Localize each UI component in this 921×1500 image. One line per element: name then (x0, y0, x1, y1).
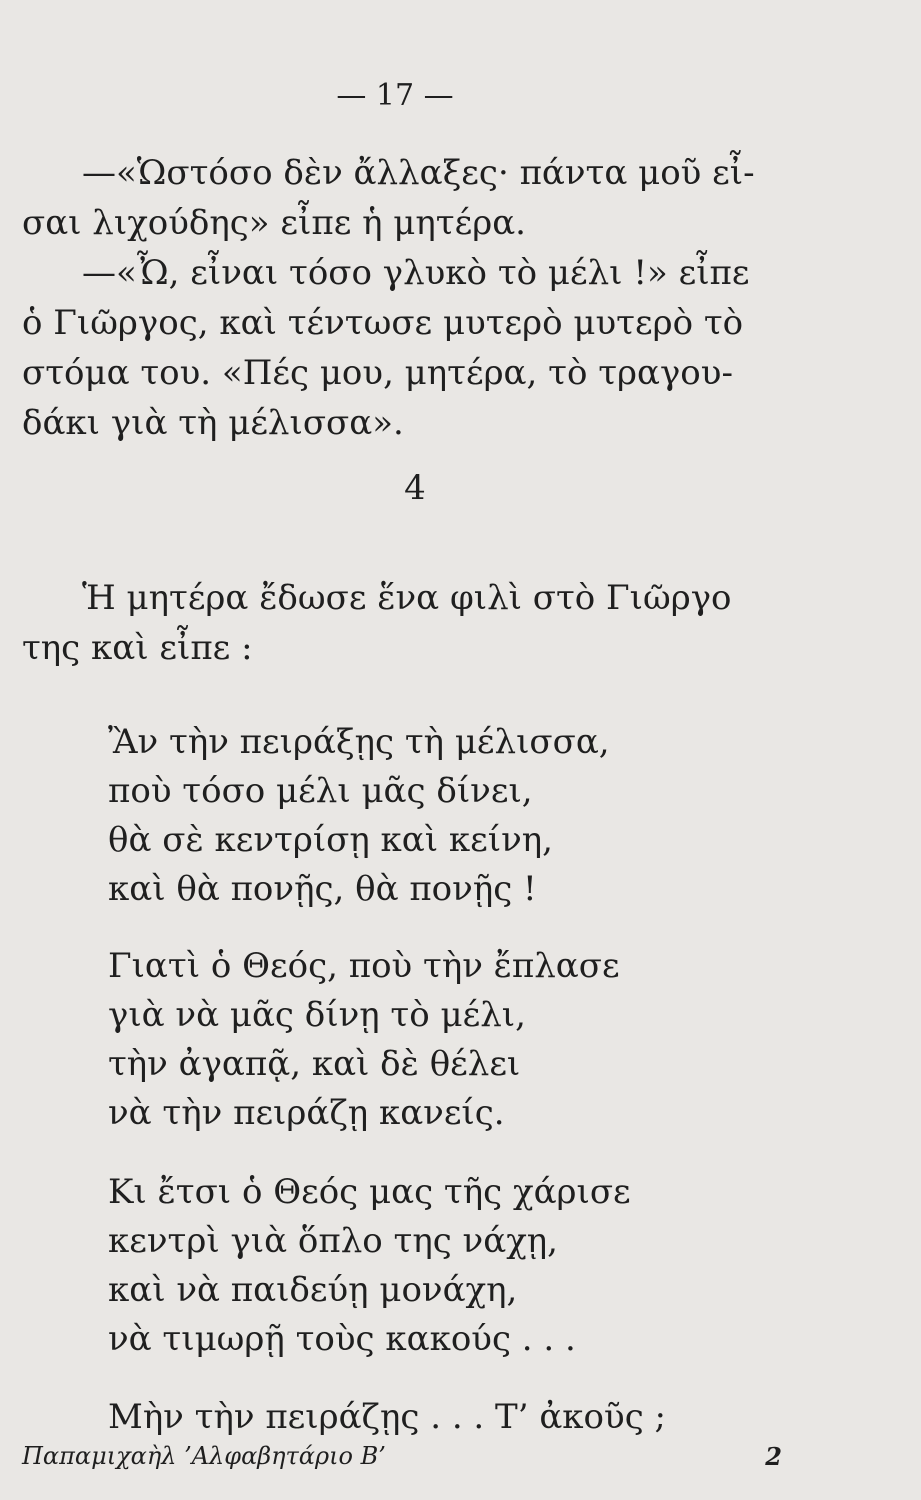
poem-stanza-2 (108, 942, 808, 1138)
poem-stanza-4 (108, 1393, 808, 1442)
verse-line: Ἂν τὴν πειράξῃς τὴ μέλισσα, (108, 722, 610, 762)
verse-line: τὴν ἀγαπᾷ, καὶ δὲ θέλει (108, 1044, 521, 1084)
text-line: ὁ Γιῶργος, καὶ τέντωσε μυτερὸ μυτερὸ τὸ (22, 303, 744, 343)
section-number: 4 (404, 468, 426, 508)
verse-line: Κι ἔτσι ὁ Θεός μας τῆς χάρισε (108, 1172, 631, 1212)
verse-line: καὶ θὰ πονῇς, θὰ πονῇς ! (108, 869, 537, 909)
verse-line: νὰ τὴν πειράζῃ κανείς. (108, 1093, 505, 1133)
verse-line: Μὴν τὴν πειράζῃς . . . Τ’ ἀκοῦς ; (108, 1397, 666, 1437)
verse-line: Γιατὶ ὁ Θεός, ποὺ τὴν ἔπλασε (108, 946, 620, 986)
text-line: Ἡ μητέρα ἔδωσε ἕνα φιλὶ στὸ Γιῶργο (82, 578, 732, 618)
page-number: — 17 — (336, 78, 454, 113)
paragraph-3 (22, 573, 792, 673)
paragraph-2 (22, 248, 792, 448)
verse-line: ποὺ τόσο μέλι μᾶς δίνει, (108, 771, 533, 811)
verse-line: θὰ σὲ κεντρίσῃ καὶ κείνη, (108, 820, 553, 860)
verse-line: γιὰ νὰ μᾶς δίνῃ τὸ μέλι, (108, 995, 526, 1035)
poem-stanza-3 (108, 1168, 808, 1364)
verse-line: κεντρὶ γιὰ ὅπλο της νάχῃ, (108, 1221, 558, 1261)
verse-line: νὰ τιμωρῇ τοὺς κακούς . . . (108, 1319, 576, 1359)
text-line: σαι λιχούδης» εἶπε ἡ μητέρα. (22, 203, 526, 243)
poem-stanza-1 (108, 718, 808, 914)
verse-line: καὶ νὰ παιδεύῃ μονάχη, (108, 1270, 518, 1310)
footer-book-title: Παπαμιχαὴλ ’Αλφαβητάριο Β’ (22, 1442, 386, 1470)
paragraph-1 (22, 148, 792, 248)
text-line: δάκι γιὰ τὴ μέλισσα». (22, 403, 404, 443)
text-line: —«Ὦ, εἶναι τόσο γλυκὸ τὸ μέλι !» εἶπε (82, 253, 750, 293)
text-line: της καὶ εἶπε : (22, 628, 253, 668)
footer-signature-number: 2 (765, 1442, 782, 1471)
text-line: στόμα του. «Πές μου, μητέρα, τὸ τραγου- (22, 353, 733, 393)
text-line: —«Ὡστόσο δὲν ἄλλαξες· πάντα μοῦ εἶ- (82, 153, 755, 193)
